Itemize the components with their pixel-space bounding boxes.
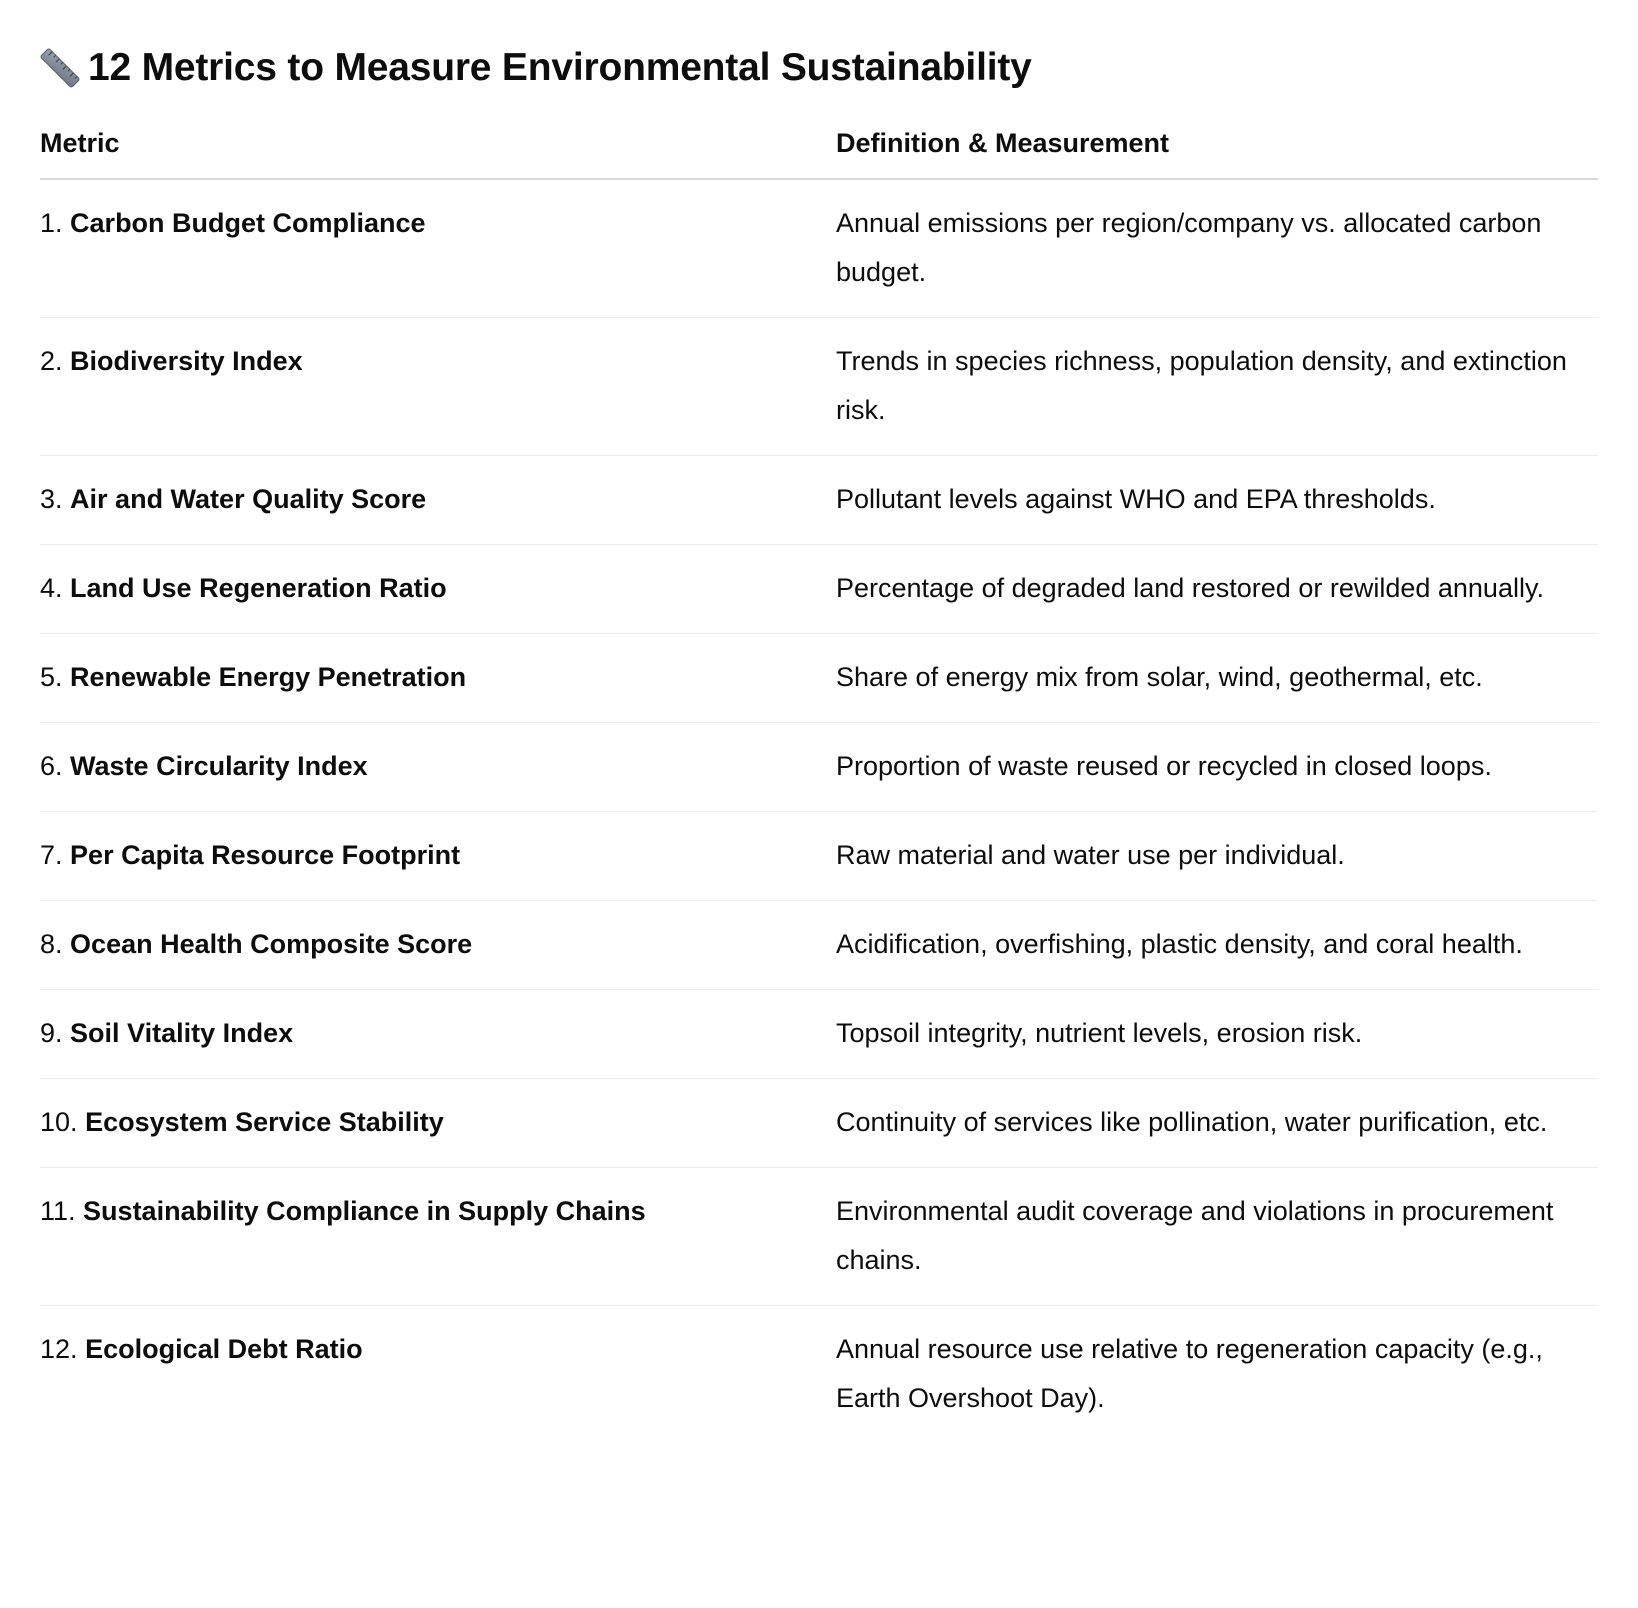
header-metric: Metric — [40, 128, 120, 158]
definition-cell: Continuity of services like pollination, water purification, etc. — [836, 1107, 1548, 1137]
table-row — [40, 1306, 1598, 1443]
definition-cell: Acidification, overfishing, plastic density, and coral health. — [836, 929, 1523, 959]
metric-cell — [40, 1168, 836, 1305]
table-row — [40, 1079, 1598, 1168]
table-row — [40, 180, 1598, 318]
metric-number: 1. — [40, 208, 63, 238]
metric-name: Carbon Budget Compliance — [70, 208, 426, 238]
metric-name: Land Use Regeneration Ratio — [70, 573, 447, 603]
table-row — [40, 812, 1598, 901]
metric-cell — [40, 1306, 836, 1443]
metric-number: 2. — [40, 346, 63, 376]
definition-cell: Proportion of waste reused or recycled in closed loops. — [836, 751, 1492, 781]
metric-cell — [40, 456, 836, 544]
metric-number: 11. — [40, 1196, 76, 1226]
metric-cell — [40, 990, 836, 1078]
metric-cell — [40, 545, 836, 633]
metric-number: 7. — [40, 840, 63, 870]
metric-name: Air and Water Quality Score — [70, 484, 427, 514]
metric-name: Biodiversity Index — [70, 346, 303, 376]
table-row — [40, 456, 1598, 545]
metric-name: Sustainability Compliance in Supply Chains — [83, 1196, 646, 1226]
metric-number: 3. — [40, 484, 63, 514]
definition-cell: Raw material and water use per individual. — [836, 840, 1345, 870]
table-header — [40, 120, 1598, 180]
metric-name: Ecosystem Service Stability — [85, 1107, 444, 1137]
metric-cell — [40, 634, 836, 722]
table-body — [40, 180, 1598, 1443]
table-row — [40, 901, 1598, 990]
metric-cell — [40, 180, 836, 317]
metrics-table — [40, 120, 1598, 1443]
page-title: 12 Metrics to Measure Environmental Sustainability — [88, 46, 1032, 89]
metric-name: Per Capita Resource Footprint — [70, 840, 461, 870]
definition-cell: Annual resource use relative to regeneration capacity (e.g., Earth Overshoot Day). — [836, 1334, 1543, 1413]
metric-name: Waste Circularity Index — [70, 751, 368, 781]
definition-cell: Share of energy mix from solar, wind, geothermal, etc. — [836, 662, 1483, 692]
metric-cell — [40, 723, 836, 811]
table-row — [40, 318, 1598, 456]
metric-name: Soil Vitality Index — [70, 1018, 294, 1048]
metric-cell — [40, 318, 836, 455]
header-definition: Definition & Measurement — [836, 128, 1170, 158]
definition-cell: Annual emissions per region/company vs. allocated carbon budget. — [836, 208, 1542, 287]
metric-number: 4. — [40, 573, 63, 603]
metric-name: Ocean Health Composite Score — [70, 929, 473, 959]
metric-cell — [40, 1079, 836, 1167]
metric-number: 6. — [40, 751, 63, 781]
metric-number: 8. — [40, 929, 63, 959]
title-row — [40, 36, 1598, 100]
definition-cell: Pollutant levels against WHO and EPA thresholds. — [836, 484, 1436, 514]
definition-cell: Topsoil integrity, nutrient levels, erosion risk. — [836, 1018, 1363, 1048]
metric-cell — [40, 901, 836, 989]
table-row — [40, 1168, 1598, 1306]
document-page — [0, 36, 1598, 1443]
metric-number: 12. — [40, 1334, 78, 1364]
table-row — [40, 723, 1598, 812]
table-row — [40, 545, 1598, 634]
definition-cell: Percentage of degraded land restored or rewilded annually. — [836, 573, 1544, 603]
metric-number: 5. — [40, 662, 63, 692]
metric-number: 10. — [40, 1107, 78, 1137]
table-row — [40, 634, 1598, 723]
ruler-icon — [40, 48, 80, 88]
metric-name: Ecological Debt Ratio — [85, 1334, 363, 1364]
metric-number: 9. — [40, 1018, 63, 1048]
metric-cell — [40, 812, 836, 900]
table-row — [40, 990, 1598, 1079]
definition-cell: Trends in species richness, population density, and extinction risk. — [836, 346, 1567, 425]
definition-cell: Environmental audit coverage and violations in procurement chains. — [836, 1196, 1554, 1275]
metric-name: Renewable Energy Penetration — [70, 662, 467, 692]
